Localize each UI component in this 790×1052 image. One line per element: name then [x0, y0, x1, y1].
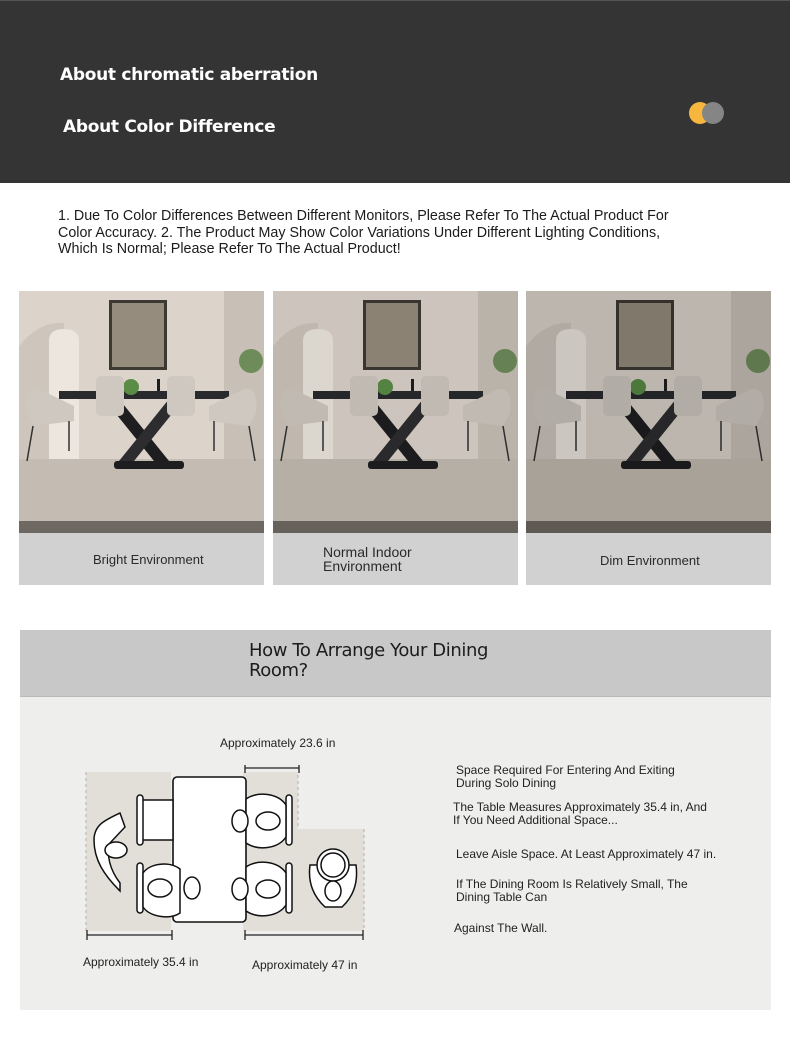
- tip-aisle-space: Leave Aisle Space. At Least Approximately 47 in.: [456, 847, 717, 861]
- environment-caption: [526, 533, 771, 585]
- dining-room-photo: [526, 291, 771, 533]
- tip-table-measure: The Table Measures Approximately 35.4 in, And If You Need Additional Space...: [453, 800, 707, 827]
- empty-chair: [137, 795, 173, 845]
- environment-label: Dim Environment: [600, 553, 700, 568]
- environment-label: Normal Indoor Environment: [323, 544, 412, 574]
- arrangement-section: [20, 630, 771, 1010]
- color-overlap-icon: [689, 102, 725, 126]
- environment-photos: [19, 291, 771, 585]
- dining-room-photo: [273, 291, 518, 533]
- dining-table: [173, 777, 246, 922]
- gray-circle-icon: [702, 102, 724, 124]
- header-banner: [0, 0, 790, 183]
- tip-small-room: If The Dining Room Is Relatively Small, The Dining Table Can: [456, 877, 688, 904]
- arrangement-header: [20, 630, 771, 697]
- environment-label: Bright Environment: [93, 552, 204, 567]
- environment-card-dim: [526, 291, 771, 585]
- dimension-label-bottom-right: Approximately 47 in: [252, 958, 358, 972]
- dimension-label-top: Approximately 23.6 in: [220, 736, 336, 750]
- dimension-label-bottom-left: Approximately 35.4 in: [83, 955, 199, 969]
- header-subtitle: About Color Difference: [63, 117, 276, 137]
- tip-against-wall: Against The Wall.: [454, 921, 548, 935]
- arrangement-title: How To Arrange Your Dining Room?: [249, 640, 488, 681]
- environment-card-normal: [273, 291, 518, 585]
- dining-room-photo: [19, 291, 264, 533]
- header-title: About chromatic aberration: [60, 65, 318, 85]
- environment-caption: [273, 533, 518, 585]
- floor-plan-diagram: [80, 765, 370, 945]
- color-notice-text: 1. Due To Color Differences Between Different Monitors, Please Refer To The Actual Product For Color Accuracy. 2. The Product May Show Color Variations Under Different Lighting Conditions, Which Is Normal; Please Refer To The Actual Product!: [58, 208, 669, 257]
- environment-card-bright: [19, 291, 264, 585]
- tip-entering-exiting: Space Required For Entering And Exiting During Solo Dining: [456, 763, 675, 790]
- environment-caption: [19, 533, 264, 585]
